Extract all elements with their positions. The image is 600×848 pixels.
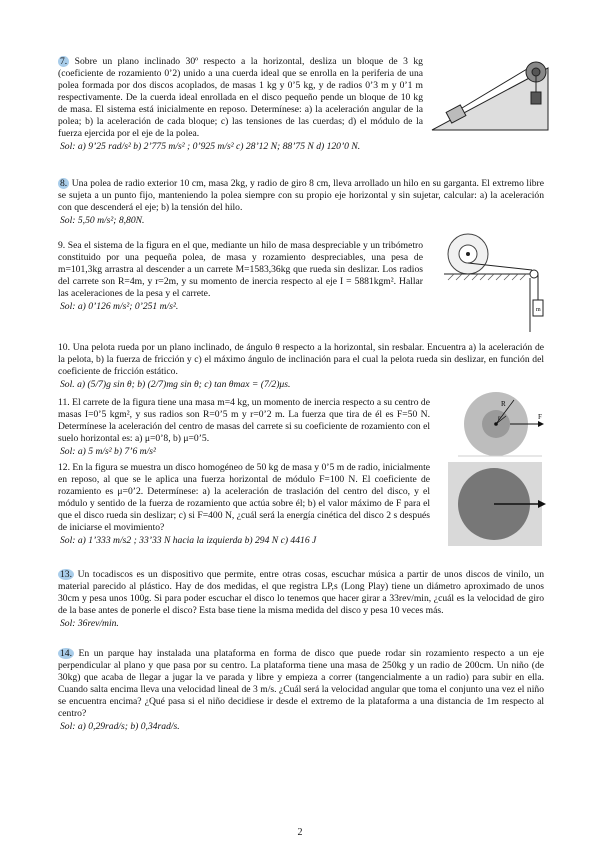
- mass-label: m: [536, 307, 541, 313]
- solution-label: Sol:: [60, 215, 76, 226]
- problem-text: En la figura se muestra un disco homogéneo de 50 kg de masa y 0’5 m de radio, inicialmente en reposo, al que se le aplica una fuerza horizontal de módulo F=100 N. El coeficiente de rozamiento es μ=0’2. Determínese: a) la aceleración de traslación del centro del disco, y el módulo y sentido de la fuerza de rozamiento que actúa sobre él; b) el valor máximo de F para el que el disco rueda sin deslizar; c) si F=400 N, ¿cuál será la energía cinética del disco 2 s después de iniciarse el movimiento?: [58, 462, 430, 533]
- solution-label: Sol:: [60, 141, 76, 152]
- R-label: R: [501, 400, 506, 408]
- problem-text: En un parque hay instalada una plataforma en forma de disco que puede rodar sin rozamiento respecto a un eje perpendicular al plano y que pasa por su centro. La plataforma tiene una masa de 250kg y un radio de 200cm. Un niño (de 30kg) que acaba de llegar a jugar la ve parada y libre y empieza a correr (tangencialmente a un radio) para subir en ella. Cuando salta encima lleva una velocidad lineal de 3 m/s. ¿Cuál será la velocidad angular que toma el conjunto una vez el niño se encuentra encima? ¿Qué pasa si el niño decidiese ir desde el extremo de la plataforma a una distancia de 1m respecto al centro?: [58, 648, 545, 719]
- figure-disc-force: [438, 460, 550, 546]
- problem-7: [58, 56, 423, 153]
- problem-text: El carrete de la figura tiene una masa m=4 kg, un momento de inercia respecto a su centro de masas I=0’5 kgm², y sus radios son R=0’5 m y r=0’2 m. La fuerza que tira de él es F=50 N. Determínese la aceleración del centro de masas del carrete si su coeficiente de rozamiento con el suelo horizontal es: a) μ=0’8, b) μ=0’5.: [58, 397, 430, 444]
- solution-label: Sol:: [60, 721, 76, 732]
- problem-8: [58, 178, 544, 227]
- problem-text: Sobre un plano inclinado 30º respecto a la horizontal, desliza un bloque de 3 kg (coeficiente de rozamiento 0’2) unido a una cuerda ideal que se enrolla en la periferia de una polea formada por dos discos acoplados, de masas 1 kg y 0’5 kg, y de radios 0’3 m y 0’1 m respectivamente. De la cuerda ideal enrollada en el disco pequeño pende un bloque de 10 kg de masa. El sistema está inicialmente en reposo. Determínese: a) la aceleración angular de la polea; b) la aceleración de cada bloque; c) las tensiones de las cuerdas; d) el módulo de la fuerza ejercida por el eje de la polea.: [58, 56, 423, 139]
- hanging-block: [531, 92, 541, 104]
- problem-9: [58, 240, 423, 313]
- problem-text: Un tocadiscos es un dispositivo que permite, entre otras cosas, escuchar música a partir de unos discos de vinilo, un material parecido al plástico. Hay de dos medidas, el que registra LP,s (Long Play) tiene un diámetro aproximado de unos 30cm y pesa unos 100g. Si para poder escuchar el disco lo tenemos que hacer girar a 33rev/min, ¿cuál es la velocidad de giro de la base antes de ponerle el disco? Esta base tiene la misma medida del disco y pesa 10 veces más.: [58, 569, 544, 616]
- problem-11: [58, 397, 430, 458]
- solution-text: 36rev/min.: [77, 618, 119, 629]
- problem-number: 13.: [60, 569, 72, 580]
- problem-number: 7.: [60, 56, 68, 67]
- solution-text: a) 0,29rad/s; b) 0,34rad/s.: [77, 721, 180, 732]
- problem-14: [58, 648, 544, 733]
- solution-label: Sol:: [60, 446, 76, 457]
- F-label: F: [538, 413, 542, 421]
- hatching: [448, 274, 526, 280]
- problem-13: [58, 569, 544, 630]
- problem-text: Una polea de radio exterior 10 cm, masa 2kg, y radio de giro 8 cm, lleva arrollado un hilo en su garganta. El extremo libre se sujeta a un punto fijo, manteniendo la polea siempre con su propio eje horizontal y sin sujetar, calcular: a) la aceleración con que descenderá el eje; b) la tensión del hilo.: [58, 178, 544, 213]
- page-number: 2: [297, 827, 303, 838]
- solution-text: a) 1’333 m/s2 ; 33’33 N hacia la izquierda b) 294 N c) 4416 J: [77, 535, 317, 546]
- problem-number: 12.: [58, 462, 70, 473]
- solution-text: a) (5/7)g sin θ; b) (2/7)mg sin θ; c) tan θmax = (7/2)μs.: [77, 379, 291, 390]
- problem-text: Sea el sistema de la figura en el que, mediante un hilo de masa despreciable y un tribómetro constituido por una pequeña polea, de masa y rozamiento despreciables, una pesa de m=101,3kg arrastra al descender a un carrete M=1583,36kg que rueda sin deslizar. Los radios del carrete son R=4m, y r=2m, y su momento de inercia respecto al eje I = 5881kgm². Hallar las aceleraciones de la pesa y el carrete.: [58, 240, 423, 299]
- solution-text: a) 5 m/s² b) 7’6 m/s²: [77, 446, 156, 457]
- solution-label: Sol:: [60, 535, 76, 546]
- problem-number: 10.: [58, 342, 70, 353]
- problem-number: 8.: [60, 178, 68, 189]
- problem-number: 11.: [58, 397, 70, 408]
- solution-text: a) 9’25 rad/s² b) 2’775 m/s² ; 0’925 m/s² c) 28’12 N; 88’75 N d) 120’0 N.: [77, 141, 361, 152]
- problem-number: 9.: [58, 240, 66, 251]
- r-label: r: [498, 414, 501, 422]
- solution-text: 5,50 m/s²; 8,80N.: [77, 215, 145, 226]
- problem-12: [58, 462, 430, 547]
- solution-text: a) 0’126 m/s²; 0’251 m/s².: [77, 301, 179, 312]
- problem-10: [58, 342, 544, 391]
- pulley-small-disc: [532, 68, 540, 76]
- force-arrowhead: [538, 421, 544, 427]
- figure-spool-tribometer: [440, 232, 550, 337]
- solution-label: Sol:: [60, 301, 76, 312]
- solution-label: Sol.: [60, 379, 75, 390]
- small-pulley: [530, 270, 538, 278]
- spool-center: [466, 252, 470, 256]
- solution-label: Sol:: [60, 618, 76, 629]
- figure-incline-pulley: [428, 52, 553, 137]
- figure-spool-force: [438, 386, 548, 466]
- problem-number: 14.: [60, 648, 72, 659]
- problem-text: Una pelota rueda por un plano inclinado, de ángulo θ respecto a la horizontal, sin resbalar. Encuentra a) la aceleración de la pelota, b) la fuerza de fricción y c) el máximo ángulo de inclinación para el cual la pelota rueda sin deslizar, en función del coeficiente de fricción estático.: [58, 342, 544, 377]
